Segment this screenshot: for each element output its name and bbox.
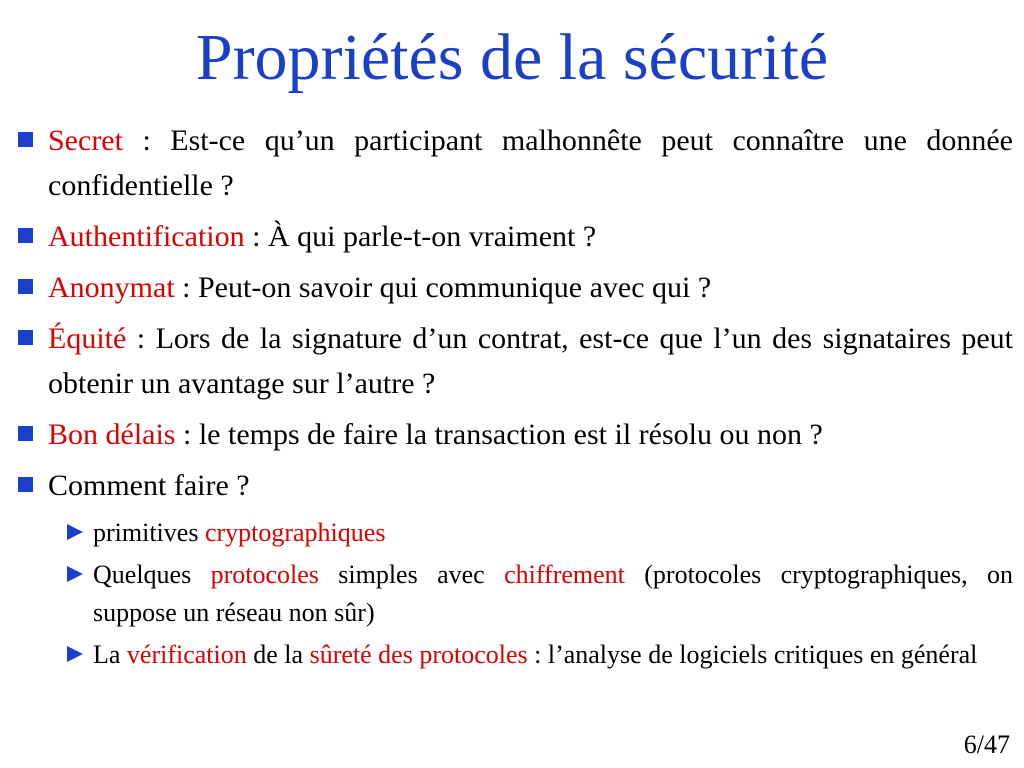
bullet-text: : Lors de la signature d’un contrat, est-ce que l’un des signataires peut obtenir un avantage sur l’autre ? — [48, 322, 1013, 400]
slide-title: Propriétés de la sécurité — [195, 21, 829, 94]
bullet-keyword: Bon délais — [48, 418, 176, 451]
square-bullet-icon — [18, 279, 33, 294]
subbullet-keyword: cryptographiques — [204, 518, 386, 547]
bullet-comment-faire — [48, 463, 1013, 508]
subbullet-text: (protocoles cryptographiques, on suppose un réseau non sûr) — [93, 560, 1013, 627]
bullet-keyword: Authentification — [48, 220, 245, 253]
triangle-bullet-icon — [67, 646, 83, 662]
bullet-authentification — [48, 214, 1013, 259]
subbullet-verification — [93, 636, 1013, 674]
bullet-bon-delais — [48, 412, 1013, 457]
subbullet-primitives — [93, 514, 1013, 552]
subbullet-text: La — [93, 640, 127, 669]
triangle-bullet-icon — [67, 524, 83, 540]
subbullet-keyword: sûreté des protocoles — [309, 640, 528, 669]
subbullet-text: primitives — [93, 518, 205, 547]
square-bullet-icon — [18, 330, 33, 345]
subbullet-keyword: protocoles — [210, 560, 319, 589]
bullet-secret — [48, 118, 1013, 208]
square-bullet-icon — [18, 132, 33, 147]
subbullet-keyword: chiffrement — [504, 560, 625, 589]
subbullet-text: de la — [246, 640, 310, 669]
bullet-keyword: Anonymat — [48, 271, 175, 304]
square-bullet-icon — [18, 426, 33, 441]
slide-content — [48, 118, 1013, 678]
subbullet-protocoles — [93, 556, 1013, 632]
bullet-keyword: Secret — [48, 124, 123, 157]
page-number: 6/47 — [963, 730, 1010, 759]
subbullet-text: simples avec — [318, 560, 505, 589]
bullet-text: : le temps de faire la transaction est il résolu ou non ? — [175, 418, 823, 451]
subbullet-text: Quelques — [93, 560, 211, 589]
bullet-keyword: Équité — [48, 322, 127, 355]
bullet-text: : Est-ce qu’un participant malhonnête peut connaître une donnée confidentielle ? — [48, 124, 1013, 202]
bullet-equite — [48, 316, 1013, 406]
subbullet-keyword: vérification — [126, 640, 247, 669]
triangle-bullet-icon — [67, 566, 83, 582]
bullet-text: Comment faire ? — [48, 469, 250, 502]
bullet-text: : Peut-on savoir qui communique avec qui ? — [174, 271, 712, 304]
square-bullet-icon — [18, 228, 33, 243]
bullet-text: : À qui parle-t-on vraiment ? — [244, 220, 597, 253]
subbullet-text: : l’analyse de logiciels critiques en général — [527, 640, 978, 669]
bullet-anonymat — [48, 265, 1013, 310]
square-bullet-icon — [18, 477, 33, 492]
